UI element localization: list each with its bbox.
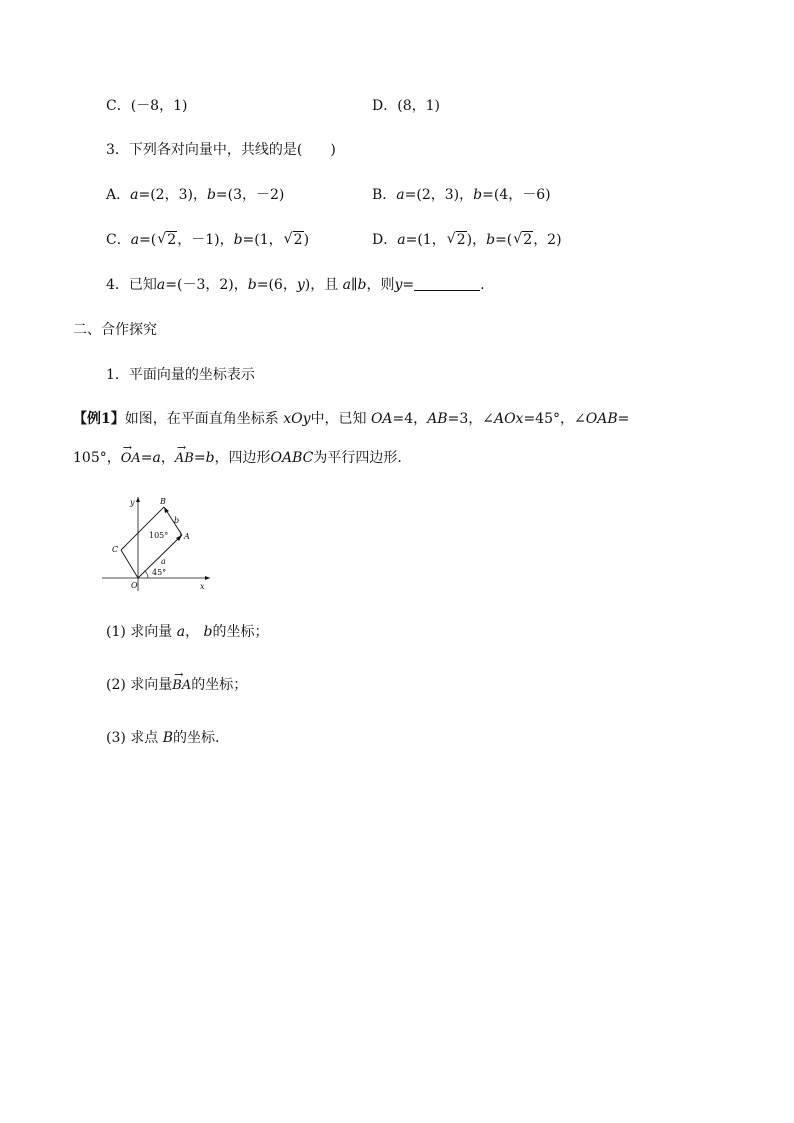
label-a: A xyxy=(184,532,190,541)
vector-b: b xyxy=(473,187,483,203)
part-2 xyxy=(106,675,247,696)
q4-stem xyxy=(106,275,485,295)
subsection-title: 1．平面向量的坐标表示 xyxy=(106,367,255,383)
option-text: ，－1)， xyxy=(177,232,234,248)
example1-line2 xyxy=(73,448,402,469)
x-axis-arrow xyxy=(205,576,210,580)
label-vec-a: a xyxy=(161,557,166,566)
label-c: C xyxy=(112,545,119,554)
part-text: 的坐标； xyxy=(212,624,269,640)
parallel-symbol: ∥ xyxy=(351,277,358,293)
vector-ba: → BA xyxy=(172,676,191,696)
sqrt-value: 2 xyxy=(523,232,533,248)
y-axis-arrow xyxy=(136,497,140,502)
vector-b: b xyxy=(357,277,367,293)
coordinate-system: xOy xyxy=(283,411,311,427)
vector-b: b xyxy=(206,187,216,203)
q4-text: 4．已知 xyxy=(106,277,157,293)
option-label: C． xyxy=(106,98,131,114)
example-text: ，四边形 xyxy=(214,450,271,466)
q3-stem: 3．下列各对向量中，共线的是( ) xyxy=(106,142,336,158)
label-vec-b: b xyxy=(174,516,180,525)
example-text: 105°， xyxy=(73,450,121,466)
side-co xyxy=(121,550,138,578)
example-text: 中，已知 xyxy=(310,411,367,427)
label-o: O xyxy=(131,581,138,590)
var-y: y xyxy=(394,277,403,293)
vector-b: b xyxy=(247,277,257,293)
part-text: 的坐标. xyxy=(173,730,220,746)
sqrt: √ 2 xyxy=(446,231,466,248)
option-text: )， xyxy=(466,232,487,248)
part-1 xyxy=(106,622,269,642)
part-text: 的坐标； xyxy=(191,677,248,693)
part-text: (3) 求点 xyxy=(106,730,159,746)
section-title: 二、合作探究 xyxy=(73,322,157,338)
label-x: x xyxy=(200,582,205,591)
example-text: 如图，在平面直角坐标系 xyxy=(124,411,279,427)
vector-ab: → AB xyxy=(175,449,194,469)
vector-b: b xyxy=(203,624,213,640)
vector-b: b xyxy=(233,232,243,248)
option-text: =( xyxy=(495,232,513,248)
quadrilateral-oabc: OABC xyxy=(270,450,314,466)
sqrt: √ 2 xyxy=(283,231,303,248)
option-text: =(1， xyxy=(242,232,283,248)
option-label: A． xyxy=(106,187,131,203)
sqrt-value: 2 xyxy=(167,232,177,248)
example-text: = xyxy=(617,411,630,427)
sqrt: √ 2 xyxy=(513,231,533,248)
option-label: B． xyxy=(372,187,397,203)
side-bc xyxy=(121,507,164,550)
example-text: =4， xyxy=(392,411,428,427)
label-b: B xyxy=(160,497,166,506)
vector-a: a xyxy=(156,277,166,293)
vector-a: a xyxy=(338,277,352,293)
sqrt-value: 2 xyxy=(293,232,303,248)
arrow-b xyxy=(164,507,169,513)
option-text: =( xyxy=(139,232,157,248)
q4-text: =(6， xyxy=(256,277,297,293)
q4-text: . xyxy=(480,277,485,293)
vector-a: a xyxy=(152,450,161,466)
option-text: ，2) xyxy=(533,232,562,248)
vector-a: a xyxy=(130,187,139,203)
example-tag: 【例1】 xyxy=(73,411,125,427)
q3-option-c xyxy=(106,230,309,250)
option-label: D． xyxy=(372,232,398,248)
label-angle-45: 45° xyxy=(152,568,167,577)
answer-blank[interactable] xyxy=(414,276,480,291)
q4-text: =(－3，2)， xyxy=(165,277,248,293)
vector-a: a xyxy=(130,232,140,248)
vector-b: b xyxy=(486,232,496,248)
option-text: =(3，－2) xyxy=(215,187,285,203)
parallelogram-figure xyxy=(102,493,212,593)
label-angle-105: 105° xyxy=(149,531,169,540)
q4-text: ，则 xyxy=(366,277,395,293)
q3-option-b xyxy=(372,185,551,205)
option-text: =(2，3)， xyxy=(404,187,474,203)
option-value: (8，1) xyxy=(397,98,440,114)
angle-aox: AOx xyxy=(493,411,524,427)
part-text: (2) 求向量 xyxy=(106,677,173,693)
option-label: D． xyxy=(372,98,398,114)
option-text: ) xyxy=(303,232,310,248)
vector-a: a xyxy=(396,187,405,203)
segment-ab: AB xyxy=(427,411,448,427)
example-text: =3，∠ xyxy=(447,411,494,427)
angle-oab: OAB xyxy=(585,411,618,427)
example1-line1 xyxy=(73,409,629,429)
option-label: C． xyxy=(106,232,131,248)
vector-oa: → OA xyxy=(121,449,141,469)
example-text: = xyxy=(193,450,206,466)
segment-oa: OA xyxy=(370,411,393,427)
label-y: y xyxy=(130,498,135,507)
var-y: y xyxy=(296,277,305,293)
option-text: =(2，3)， xyxy=(138,187,207,203)
example-text: ， xyxy=(160,450,175,466)
vector-a: a xyxy=(176,624,186,640)
vector-a: a xyxy=(397,232,406,248)
option-value: (－8，1) xyxy=(130,98,188,114)
point-b: B xyxy=(162,730,174,746)
vector-b: b xyxy=(205,450,215,466)
q2-option-c xyxy=(106,96,187,116)
option-text: =(4，－6) xyxy=(482,187,551,203)
q3-option-a xyxy=(106,185,284,205)
q4-text: )，且 xyxy=(304,277,339,293)
part-text: (1) 求向量 xyxy=(106,624,173,640)
part-text: ， xyxy=(185,624,200,640)
angle-45-arc xyxy=(145,571,148,578)
part-3 xyxy=(106,728,219,748)
example-text: =45°，∠ xyxy=(523,411,586,427)
example-text: = xyxy=(140,450,153,466)
q3-option-d xyxy=(372,230,562,250)
q2-option-d xyxy=(372,96,440,116)
option-text: =(1， xyxy=(405,232,446,248)
sqrt-value: 2 xyxy=(456,232,466,248)
sqrt: √ 2 xyxy=(157,231,177,248)
q4-text: = xyxy=(402,277,415,293)
example-text: 为平行四边形. xyxy=(313,450,402,466)
